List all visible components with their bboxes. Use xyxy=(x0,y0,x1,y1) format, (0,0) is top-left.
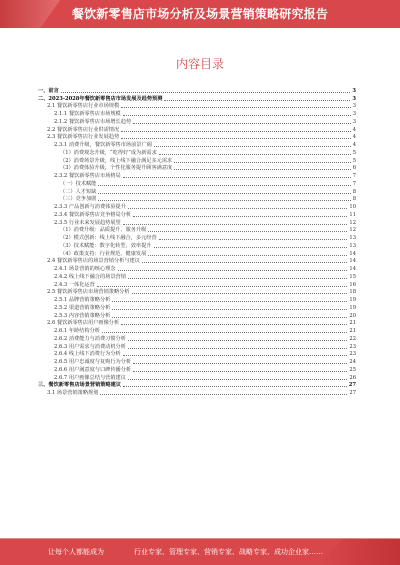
toc-entry[interactable] xyxy=(38,311,356,319)
toc-entry-title: 2.4.3 一体化运营 xyxy=(54,281,95,288)
toc-entry-title: 2.5.1 品牌营销策略分析 xyxy=(54,297,111,303)
toc-entry-page: 7 xyxy=(352,173,356,179)
toc-leader-dots xyxy=(98,189,350,194)
toc-entry-title: （3）技术赋能：数字化转型，效率提升 xyxy=(60,242,152,249)
toc-entry-title: 2.1.2 餐饮新零售店市场增长趋势 xyxy=(54,118,132,125)
toc-entry[interactable] xyxy=(38,156,356,164)
toc-entry-title: 2.5.2 渠道营销策略分析 xyxy=(54,304,111,311)
toc-entry-title: 2.3.1 消费升级，餐饮新零售市场前景广阔 xyxy=(54,142,152,148)
toc-entry-page: 4 xyxy=(352,142,356,148)
toc-leader-dots xyxy=(128,375,347,380)
toc-entry[interactable] xyxy=(38,171,356,179)
report-footer xyxy=(0,539,400,565)
toc-entry-title: 2.1.1 餐饮新零售店市场规模 xyxy=(54,111,121,117)
toc-entry-title: 2.6.1 年龄结构分析 xyxy=(54,328,100,334)
toc-entry[interactable] xyxy=(38,210,356,218)
toc-entry-page: 19 xyxy=(349,304,356,311)
toc-entry-title: 2.3.5 行业未来发展趋势展望 xyxy=(54,219,121,226)
toc-leader-dots xyxy=(133,367,347,372)
toc-entry-title: 2.6.7 用户画像总结与营销建议 xyxy=(54,374,126,381)
toc-entry[interactable] xyxy=(38,288,356,296)
toc-entry[interactable] xyxy=(38,109,356,117)
toc-entry-page: 22 xyxy=(349,335,356,342)
toc-entry-page: 16 xyxy=(349,281,356,288)
toc-entry-title: （1）消费观念升级，“吃得好”成为新需求 xyxy=(60,149,157,156)
toc-entry-page: 14 xyxy=(349,258,356,265)
toc-entry[interactable] xyxy=(38,334,356,342)
toc-entry-page: 11 xyxy=(349,211,356,218)
toc-entry-page: 14 xyxy=(349,266,356,272)
toc-entry[interactable] xyxy=(38,381,356,389)
toc-entry[interactable] xyxy=(38,187,356,195)
toc-entry-title: 2.1 餐饮新零售店行业市场规模 xyxy=(47,103,120,110)
toc-leader-dots xyxy=(112,297,347,302)
toc-entry-page: 3 xyxy=(352,111,356,117)
toc-entry[interactable] xyxy=(38,319,356,327)
toc-entry-title: 2.6 餐饮新零售店用户画像分析 xyxy=(47,320,120,327)
toc-entry-page: 14 xyxy=(349,250,356,257)
toc-entry-title: 2.2 餐饮新零售店行业供需情况 xyxy=(47,126,120,133)
toc-entry-page: 7 xyxy=(352,180,356,187)
toc-entry-page: 5 xyxy=(352,157,356,164)
toc-entry-page: 8 xyxy=(352,188,356,195)
toc-leader-dots xyxy=(128,344,347,349)
toc-leader-dots xyxy=(148,227,347,232)
toc-entry-page: 13 xyxy=(349,242,356,249)
toc-entry-title: 2.6.4 线上线下消费行为分析 xyxy=(54,351,121,358)
toc-leader-dots xyxy=(102,328,347,333)
toc-entry-title: 2.3 餐饮新零售店行业发展趋势 xyxy=(47,134,120,141)
toc-leader-dots xyxy=(112,313,347,318)
toc-entry-title: 2.6.6 用户满意度与口碑传播分析 xyxy=(54,366,132,373)
toc-entry-page: 12 xyxy=(349,219,356,226)
toc-leader-dots xyxy=(132,289,348,294)
toc-leader-dots xyxy=(100,390,347,395)
toc-entry[interactable] xyxy=(38,179,356,187)
toc-entry-title: （2）消费场景升级，线上线下融合满足多元需求 xyxy=(60,157,173,164)
toc-entry-title: （一）技术赋能 xyxy=(60,180,97,187)
toc-entry-page: 10 xyxy=(349,204,356,210)
toc-entry[interactable] xyxy=(38,140,356,148)
toc-entry-title: 2.6.3 用户需求与消费动机分析 xyxy=(54,343,126,350)
toc-entry[interactable] xyxy=(38,357,356,365)
toc-entry-page: 3 xyxy=(352,103,356,110)
toc-entry-title: （三）竞争加剧 xyxy=(60,196,97,203)
table-of-contents xyxy=(38,86,356,396)
toc-entry-title: 2.5 餐饮新零售店市场营销策略分析 xyxy=(47,289,130,296)
toc-leader-dots xyxy=(133,212,347,217)
toc-entry-title: （3）消费体验升级，个性化服务提升顾客满意度 xyxy=(60,165,173,172)
toc-entry[interactable] xyxy=(38,148,356,156)
toc-entry-page: 19 xyxy=(349,297,356,303)
toc-leader-dots xyxy=(159,150,351,155)
toc-leader-dots xyxy=(98,196,350,201)
toc-entry-title: 一、前言 xyxy=(38,87,59,94)
toc-entry-title: 2.6.2 消费能力与消费习惯分析 xyxy=(54,335,126,342)
toc-entry-page: 15 xyxy=(349,273,356,280)
footer-slogan-right: 行业专家、管理专家、营销专家、战略专家、成功企业家…… xyxy=(134,548,323,556)
toc-entry[interactable] xyxy=(38,272,356,280)
toc-entry[interactable] xyxy=(38,241,356,249)
toc-entry-page: 8 xyxy=(352,196,356,203)
toc-entry-page: 12 xyxy=(349,227,356,234)
toc-entry-title: 2.3.4 餐饮新零售店竞争格局分析 xyxy=(54,211,132,218)
toc-leader-dots xyxy=(174,165,350,170)
toc-entry[interactable] xyxy=(38,350,356,358)
toc-entry-page: 13 xyxy=(349,235,356,241)
toc-leader-dots xyxy=(118,266,348,271)
toc-entry[interactable] xyxy=(38,280,356,288)
toc-leader-dots xyxy=(128,274,347,279)
toc-entry[interactable] xyxy=(38,218,356,226)
toc-leader-dots xyxy=(174,158,350,163)
toc-leader-dots xyxy=(164,96,350,101)
toc-leader-dots xyxy=(123,111,351,116)
footer-accent xyxy=(320,539,400,565)
toc-entry[interactable] xyxy=(38,257,356,265)
toc-leader-dots xyxy=(121,134,351,139)
toc-leader-dots xyxy=(97,282,348,287)
toc-leader-dots xyxy=(61,88,351,93)
toc-entry-title: （2）模式创新：线上线下融合，多元经营 xyxy=(60,235,157,241)
toc-leader-dots xyxy=(123,351,348,356)
footer-slogan-left: 让每个人都能成为 xyxy=(48,548,104,556)
toc-entry-page: 21 xyxy=(349,328,356,334)
toc-leader-dots xyxy=(133,359,347,364)
toc-entry-page: 4 xyxy=(352,126,356,133)
toc-entry-title: （1）消费升级：品质提升，服务升级 xyxy=(60,227,147,234)
toc-entry[interactable] xyxy=(38,117,356,125)
toc-leader-dots xyxy=(133,119,351,124)
toc-leader-dots xyxy=(123,220,348,225)
toc-leader-dots xyxy=(123,173,351,178)
toc-leader-dots xyxy=(121,127,351,132)
toc-leader-dots xyxy=(148,251,347,256)
toc-entry-title: 2.6.5 用户忠诚度与复购行为分析 xyxy=(54,359,132,365)
toc-entry[interactable] xyxy=(38,303,356,311)
toc-entry-title: 2.5.3 内容营销策略分析 xyxy=(54,312,111,319)
toc-entry[interactable] xyxy=(38,249,356,257)
toc-entry-page: 6 xyxy=(352,165,356,172)
toc-entry-page: 24 xyxy=(349,359,356,365)
toc-entry-page: 3 xyxy=(352,118,356,125)
toc-entry-page: 25 xyxy=(349,366,356,373)
toc-entry-page: 5 xyxy=(352,149,356,156)
toc-leader-dots xyxy=(142,258,347,263)
toc-entry[interactable] xyxy=(38,202,356,210)
toc-entry[interactable] xyxy=(38,133,356,141)
toc-leader-dots xyxy=(112,305,347,310)
toc-leader-dots xyxy=(154,243,348,248)
toc-entry-page: 3 xyxy=(352,87,356,94)
toc-entry[interactable] xyxy=(38,86,356,94)
toc-heading: 内容目录 xyxy=(175,57,224,71)
toc-entry[interactable] xyxy=(38,342,356,350)
toc-entry[interactable] xyxy=(38,125,356,133)
toc-entry[interactable] xyxy=(38,326,356,334)
toc-entry-page: 23 xyxy=(349,351,356,358)
toc-entry[interactable] xyxy=(38,365,356,373)
toc-entry-title: 2.4.2 线上线下融合的场景营销 xyxy=(54,273,126,280)
toc-leader-dots xyxy=(128,336,347,341)
toc-entry-title: （二）人才短缺 xyxy=(60,188,97,195)
toc-entry-title: 2.3.2 餐饮新零售店市场格局 xyxy=(54,173,121,179)
toc-entry-title: （4）政策支持：行业规范，健康发展 xyxy=(60,250,147,257)
toc-entry[interactable] xyxy=(38,94,356,102)
toc-entry-page: 26 xyxy=(349,374,356,381)
toc-entry-page: 21 xyxy=(349,320,356,327)
toc-entry-title: 2.4.1 场景营销的核心理念 xyxy=(54,266,116,272)
toc-entry-page: 18 xyxy=(349,289,356,296)
toc-leader-dots xyxy=(123,382,347,387)
report-header xyxy=(0,0,400,28)
toc-entry-title: 2.4 餐饮新零售店的场景营销分析与建议 xyxy=(47,258,140,265)
toc-leader-dots xyxy=(121,320,347,325)
toc-entry-page: 23 xyxy=(349,343,356,350)
toc-leader-dots xyxy=(154,142,351,147)
toc-entry-title: 2.3.3 产品创新与消费体验提升 xyxy=(54,204,126,210)
toc-leader-dots xyxy=(98,181,350,186)
toc-entry-page: 20 xyxy=(349,312,356,319)
toc-entry-title: 三、餐饮新零售店场景营销策略建议 xyxy=(38,382,122,389)
toc-leader-dots xyxy=(159,235,348,240)
toc-entry-page: 27 xyxy=(348,382,356,389)
toc-entry[interactable] xyxy=(38,233,356,241)
toc-leader-dots xyxy=(128,204,347,209)
toc-entry-page: 4 xyxy=(352,134,356,141)
toc-leader-dots xyxy=(121,103,351,108)
toc-entry[interactable] xyxy=(38,164,356,172)
toc-entry-title: 3.1 场景营销策略规划 xyxy=(47,390,99,396)
toc-entry[interactable] xyxy=(38,295,356,303)
report-title: 餐饮新零售店市场分析及场景营销策略研究报告 xyxy=(71,7,329,21)
toc-entry[interactable] xyxy=(38,102,356,110)
toc-entry-page: 3 xyxy=(352,95,356,102)
toc-entry[interactable] xyxy=(38,373,356,381)
toc-entry[interactable] xyxy=(38,195,356,203)
toc-entry-page: 27 xyxy=(349,390,356,396)
toc-entry[interactable] xyxy=(38,226,356,234)
toc-entry[interactable] xyxy=(38,388,356,396)
toc-entry[interactable] xyxy=(38,264,356,272)
toc-entry-title: 二、2023-2028年餐饮新零售店市场发展及趋势预测 xyxy=(38,95,163,102)
